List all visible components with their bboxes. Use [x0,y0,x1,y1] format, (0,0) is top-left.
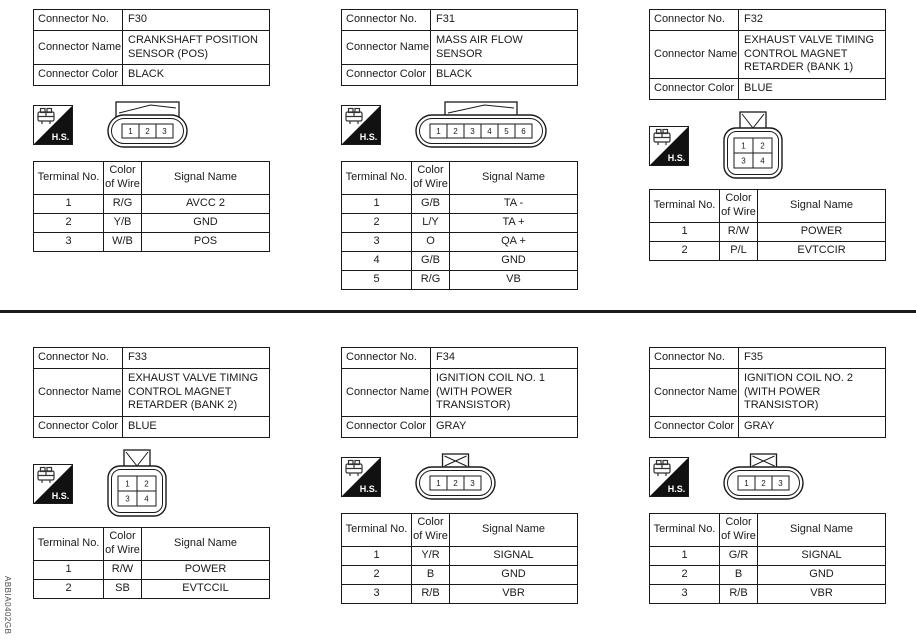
connector-color-value: GRAY [739,417,886,438]
terminal-no-cell: 1 [650,546,720,565]
terminal-table-body [650,189,886,260]
connector-info-table [649,9,886,100]
connector-no-row [342,348,578,369]
terminal-no-cell: 4 [342,252,412,271]
harness-side-view-icon [649,457,689,497]
connector-block [33,347,270,604]
signal-name-header: Signal Name [758,513,886,546]
connector-color-label: Connector Color [342,65,431,86]
terminal-no-cell: 2 [650,565,720,584]
terminal-header-row [342,513,578,546]
terminal-table [33,161,270,252]
harness-side-view-icon [649,126,689,166]
svg-text:3: 3 [125,494,130,504]
diagram-row [341,448,578,506]
svg-text:1: 1 [436,127,441,136]
svg-text:3: 3 [162,127,167,136]
connector-no-value: F35 [739,348,886,369]
connector-pinout-diagram [722,110,784,182]
signal-name-cell: EVTCCIL [142,579,270,598]
signal-name-cell: SIGNAL [450,546,578,565]
terminal-row [650,584,886,603]
hs-label: H.S. [359,132,378,142]
wire-color-cell: Y/B [104,214,142,233]
harness-side-view-icon [33,105,73,145]
connector-name-row [650,30,886,78]
connector-pinout-diagram [106,100,189,150]
terminal-no-header: Terminal No. [650,189,720,222]
connector-name-row [34,368,270,416]
signal-name-cell: VBR [758,584,886,603]
terminal-row [342,233,578,252]
connector-name-value: EXHAUST VALVE TIMING CONTROL MAGNET RETARDER (BANK 2) [123,368,270,416]
connector-name-value: MASS AIR FLOW SENSOR [431,30,578,65]
connector-block [341,9,578,290]
signal-name-cell: POWER [758,222,886,241]
signal-name-cell: VB [450,271,578,290]
signal-name-cell: POS [142,233,270,252]
diagram-row [341,96,578,154]
terminal-table [341,513,578,604]
terminal-row [34,579,270,598]
terminal-no-cell: 5 [342,271,412,290]
signal-name-cell: GND [758,565,886,584]
harness-side-view-icon [341,105,381,145]
terminal-no-header: Terminal No. [342,162,412,195]
wire-color-cell: R/W [720,222,758,241]
svg-text:2: 2 [453,127,458,136]
connector-name-row [342,30,578,65]
terminal-no-cell: 3 [342,233,412,252]
connector-info-table [33,9,270,86]
terminal-no-cell: 2 [34,579,104,598]
svg-text:1: 1 [436,478,441,488]
connector-name-value: EXHAUST VALVE TIMING CONTROL MAGNET RETARDER (BANK 1) [739,30,886,78]
svg-text:1: 1 [744,478,749,488]
connector-color-row [342,65,578,86]
signal-name-cell: POWER [142,560,270,579]
wire-color-cell: W/B [104,233,142,252]
terminal-table [341,161,578,290]
svg-text:2: 2 [453,478,458,488]
terminal-no-cell: 1 [342,195,412,214]
terminal-row [34,214,270,233]
terminal-row [650,222,886,241]
color-of-wire-header: Color of Wire [720,513,758,546]
terminal-table-body [342,513,578,603]
terminal-table-body [34,162,270,252]
connector-no-label: Connector No. [650,10,739,31]
harness-side-view-icon [341,457,381,497]
connector-color-value: BLUE [123,417,270,438]
connector-block [33,9,270,290]
connector-name-label: Connector Name [34,368,123,416]
connector-info-table [649,347,886,438]
terminal-row [650,241,886,260]
connector-no-value: F33 [123,348,270,369]
terminal-row [34,233,270,252]
connector-color-row [650,79,886,100]
wire-color-cell: R/W [104,560,142,579]
terminal-no-header: Terminal No. [650,513,720,546]
svg-text:6: 6 [521,127,526,136]
terminal-header-row [342,162,578,195]
svg-text:3: 3 [778,478,783,488]
terminal-row [342,565,578,584]
hs-label: H.S. [51,132,70,142]
wire-color-cell: R/B [412,584,450,603]
terminal-no-cell: 3 [650,584,720,603]
connector-color-label: Connector Color [34,417,123,438]
hs-label: H.S. [51,490,70,501]
signal-name-header: Signal Name [758,189,886,222]
svg-text:1: 1 [125,479,130,489]
svg-text:1: 1 [128,127,133,136]
wire-color-cell: G/B [412,252,450,271]
signal-name-header: Signal Name [142,162,270,195]
connector-no-label: Connector No. [34,10,123,31]
wire-color-cell: B [720,565,758,584]
color-of-wire-header: Color of Wire [104,527,142,560]
svg-text:3: 3 [470,478,475,488]
harness-side-view-icon [33,464,73,504]
signal-name-header: Signal Name [142,527,270,560]
signal-name-cell: TA - [450,195,578,214]
signal-name-cell: VBR [450,584,578,603]
svg-text:5: 5 [504,127,509,136]
terminal-row [650,565,886,584]
svg-text:2: 2 [760,141,765,151]
connector-no-row [34,10,270,31]
svg-text:1: 1 [741,141,746,151]
connector-info-table [33,347,270,438]
svg-text:3: 3 [741,156,746,166]
connector-no-value: F30 [123,10,270,31]
terminal-table [33,527,270,599]
connector-no-row [342,10,578,31]
connector-pinout-diagram [414,452,497,502]
terminal-no-cell: 1 [650,222,720,241]
signal-name-cell: EVTCCIR [758,241,886,260]
signal-name-cell: GND [450,252,578,271]
section-divider-line [0,310,916,313]
connector-color-value: GRAY [431,417,578,438]
terminal-no-cell: 2 [342,214,412,233]
terminal-no-cell: 1 [34,195,104,214]
terminal-no-cell: 2 [650,241,720,260]
connector-block [341,347,578,604]
connector-color-row [650,417,886,438]
diagram-row [649,448,886,506]
terminal-header-row [34,162,270,195]
terminal-row [34,195,270,214]
connector-no-label: Connector No. [342,10,431,31]
color-of-wire-header: Color of Wire [720,189,758,222]
connector-name-value: CRANKSHAFT POSITION SENSOR (POS) [123,30,270,65]
terminal-header-row [34,527,270,560]
connector-no-row [650,10,886,31]
diagram-row [33,448,270,520]
signal-name-cell: TA + [450,214,578,233]
svg-text:4: 4 [487,127,492,136]
connector-no-label: Connector No. [34,348,123,369]
wire-color-cell: Y/R [412,546,450,565]
connector-name-label: Connector Name [342,30,431,65]
connector-block [649,9,886,290]
terminal-table [649,189,886,261]
svg-text:3: 3 [470,127,475,136]
signal-name-cell: SIGNAL [758,546,886,565]
wire-color-cell: R/B [720,584,758,603]
connector-name-label: Connector Name [34,30,123,65]
terminal-no-cell: 3 [342,584,412,603]
terminal-row [342,546,578,565]
connector-color-row [34,65,270,86]
figure-code: ABBIA0402GB [3,576,12,635]
connector-name-label: Connector Name [650,30,739,78]
connector-no-row [650,348,886,369]
connector-no-label: Connector No. [650,348,739,369]
terminal-no-cell: 1 [34,560,104,579]
color-of-wire-header: Color of Wire [412,162,450,195]
wire-color-cell: R/G [104,195,142,214]
connector-name-value: IGNITION COIL NO. 2 (WITH POWER TRANSISTOR) [739,368,886,416]
terminal-row [342,252,578,271]
connector-name-row [34,30,270,65]
connector-pinout-diagram [722,452,805,502]
color-of-wire-header: Color of Wire [412,513,450,546]
connector-color-value: BLACK [123,65,270,86]
terminal-row [34,560,270,579]
svg-text:2: 2 [761,478,766,488]
svg-text:4: 4 [760,156,765,166]
bottom-section [33,347,886,604]
connector-name-row [650,368,886,416]
signal-name-cell: GND [450,565,578,584]
wire-color-cell: G/B [412,195,450,214]
connector-no-label: Connector No. [342,348,431,369]
connector-block [649,347,886,604]
signal-name-header: Signal Name [450,513,578,546]
signal-name-header: Signal Name [450,162,578,195]
connector-color-label: Connector Color [342,417,431,438]
top-section [33,9,886,290]
terminal-table-body [342,162,578,290]
connector-name-value: IGNITION COIL NO. 1 (WITH POWER TRANSISTOR) [431,368,578,416]
terminal-row [342,271,578,290]
terminal-no-cell: 2 [34,214,104,233]
diagram-row [33,96,270,154]
wire-color-cell: B [412,565,450,584]
signal-name-cell: QA + [450,233,578,252]
terminal-no-header: Terminal No. [34,162,104,195]
connector-color-label: Connector Color [650,79,739,100]
terminal-row [342,214,578,233]
connector-no-row [34,348,270,369]
hs-label: H.S. [359,483,378,494]
wire-color-cell: R/G [412,271,450,290]
signal-name-cell: GND [142,214,270,233]
connector-no-value: F34 [431,348,578,369]
terminal-table [649,513,886,604]
connector-no-value: F32 [739,10,886,31]
terminal-no-header: Terminal No. [342,513,412,546]
diagram-row [649,110,886,182]
terminal-row [342,584,578,603]
terminal-header-row [650,513,886,546]
connector-color-label: Connector Color [650,417,739,438]
connector-color-value: BLUE [739,79,886,100]
connector-pinout-diagram [106,448,168,520]
wire-color-cell: O [412,233,450,252]
connector-name-row [342,368,578,416]
svg-text:2: 2 [145,127,150,136]
terminal-no-cell: 1 [342,546,412,565]
terminal-row [650,546,886,565]
connector-color-row [34,417,270,438]
terminal-table-body [34,527,270,598]
connector-color-label: Connector Color [34,65,123,86]
connector-no-value: F31 [431,10,578,31]
connector-color-value: BLACK [431,65,578,86]
terminal-row [342,195,578,214]
terminal-no-header: Terminal No. [34,527,104,560]
connector-name-label: Connector Name [342,368,431,416]
connector-info-table [341,9,578,86]
connector-color-row [342,417,578,438]
wire-color-cell: SB [104,579,142,598]
color-of-wire-header: Color of Wire [104,162,142,195]
terminal-no-cell: 3 [34,233,104,252]
terminal-header-row [650,189,886,222]
terminal-table-body [650,513,886,603]
connector-name-label: Connector Name [650,368,739,416]
hs-label: H.S. [667,483,686,494]
wire-color-cell: G/R [720,546,758,565]
connector-info-table [341,347,578,438]
svg-text:2: 2 [144,479,149,489]
signal-name-cell: AVCC 2 [142,195,270,214]
wire-color-cell: L/Y [412,214,450,233]
svg-text:4: 4 [144,494,149,504]
wire-color-cell: P/L [720,241,758,260]
hs-label: H.S. [667,152,686,163]
connector-pinout-diagram [414,100,548,150]
terminal-no-cell: 2 [342,565,412,584]
